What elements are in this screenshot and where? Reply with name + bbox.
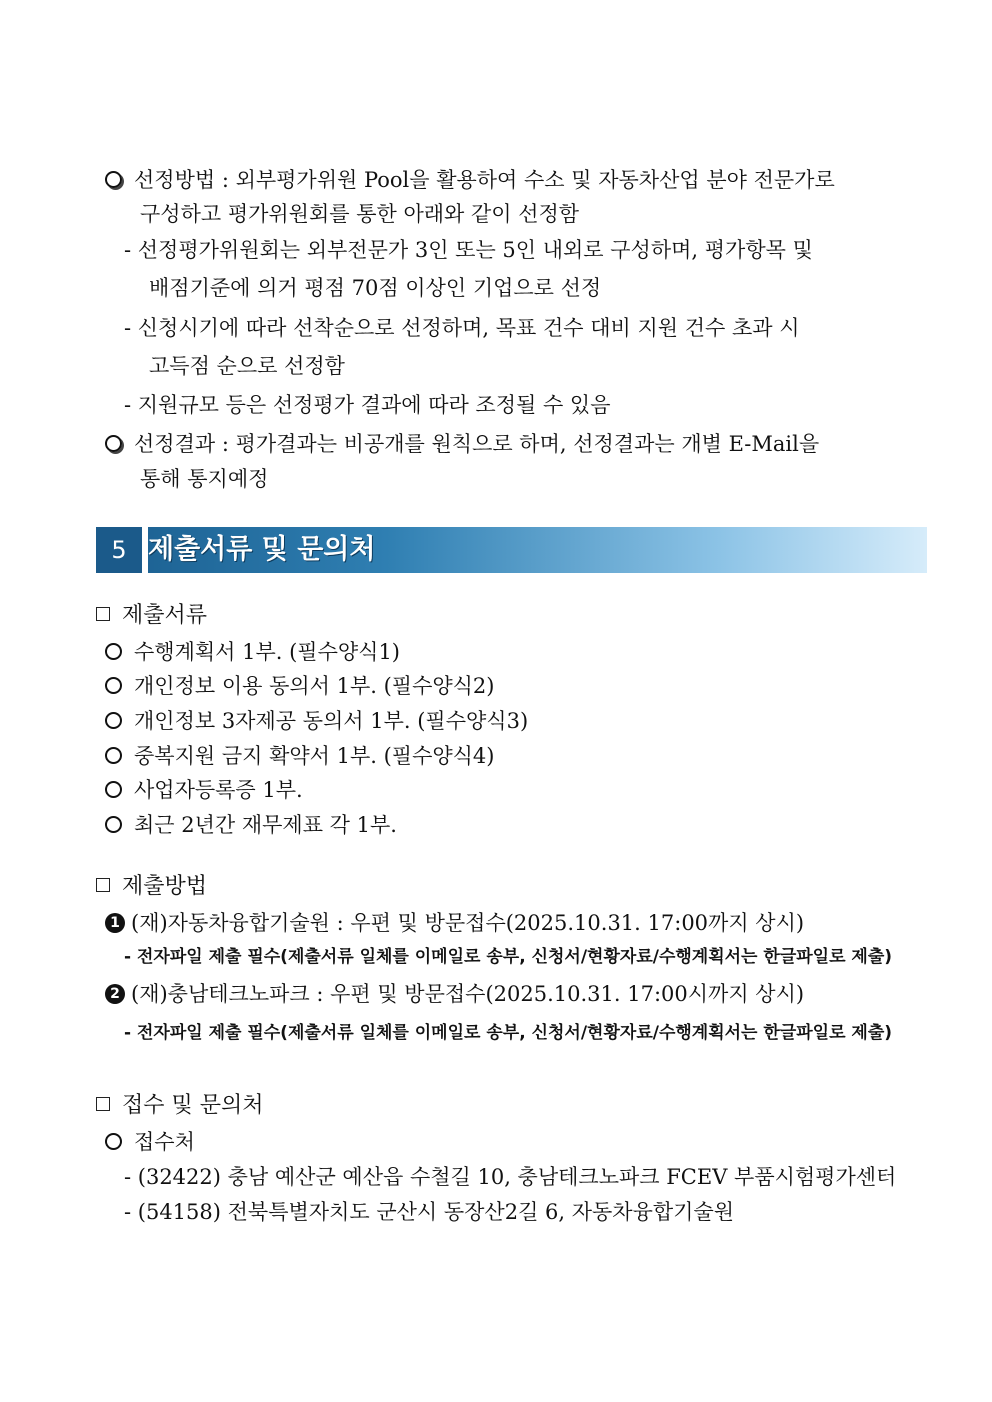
document-item: 사업자등록증 1부. (105, 775, 303, 805)
number-1-icon: 1 (105, 913, 125, 933)
section-title: 제출서류 및 문의처 (148, 534, 376, 565)
document-item: 최근 2년간 재무제표 각 1부. (105, 810, 397, 840)
documents-heading: 제출서류 (96, 601, 207, 631)
selection-sub1-line2: 배점기준에 의거 평점 70점 이상인 기업으로 선정 (149, 276, 602, 300)
square-bullet-icon (96, 878, 110, 892)
contact-heading: 접수 및 문의처 (96, 1091, 264, 1121)
square-bullet-icon (96, 1097, 110, 1111)
submission-heading: 제출방법 (96, 872, 207, 902)
selection-sub2-line1: - 신청시기에 따라 선착순으로 선정하며, 목표 건수 대비 지원 건수 초과 시 (124, 316, 800, 340)
document-item: 개인정보 3자제공 동의서 1부. (필수양식3) (105, 706, 528, 736)
selection-result-line2: 통해 통지예정 (140, 467, 269, 491)
number-2-icon: 2 (105, 984, 125, 1004)
document-item: 수행계획서 1부. (필수양식1) (105, 637, 400, 667)
selection-method-line2: 구성하고 평가위원회를 통한 아래와 같이 선정함 (140, 202, 580, 226)
selection-method-line1: 선정방법 : 외부평가위원 Pool을 활용하여 수소 및 자동차산업 분야 전문가로 (105, 165, 835, 195)
submission-note-1: - 전자파일 제출 필수(제출서류 일체를 이메일로 송부, 신청서/현황자료/수행계획서는 한글파일로 제출) (124, 947, 893, 967)
document-item: 중복지원 금지 확약서 1부. (필수양식4) (105, 741, 495, 771)
contact-address-2: - (54158) 전북특별자치도 군산시 동장산2길 6, 자동차융합기술원 (124, 1200, 735, 1224)
submission-item-2: 2 (재)충남테크노파크 : 우편 및 방문접수(2025.10.31. 17:00시까지 상시) (105, 979, 804, 1009)
section-number: 5 (96, 527, 142, 573)
circle-bullet-icon (105, 747, 122, 764)
circle-bullet-icon (105, 643, 122, 660)
circle-bullet-icon (105, 781, 122, 798)
circle-bullet-icon (105, 171, 122, 188)
selection-result-line1: 선정결과 : 평가결과는 비공개를 원칙으로 하며, 선정결과는 개별 E-Mail을 (105, 429, 819, 459)
square-bullet-icon (96, 607, 110, 621)
selection-sub3-line1: - 지원규모 등은 선정평가 결과에 따라 조정될 수 있음 (124, 393, 611, 417)
selection-sub2-line2: 고득점 순으로 선정함 (149, 354, 345, 378)
circle-bullet-icon (105, 816, 122, 833)
document-item: 개인정보 이용 동의서 1부. (필수양식2) (105, 671, 495, 701)
contact-subheading: 접수처 (105, 1127, 195, 1157)
selection-sub1-line1: - 선정평가위원회는 외부전문가 3인 또는 5인 내외로 구성하며, 평가항목 및 (124, 238, 813, 262)
circle-bullet-icon (105, 712, 122, 729)
contact-address-1: - (32422) 충남 예산군 예산읍 수철길 10, 충남테크노파크 FCEV 부품시험평가센터 (124, 1165, 897, 1189)
submission-item-1: 1 (재)자동차융합기술원 : 우편 및 방문접수(2025.10.31. 17:00까지 상시) (105, 908, 804, 938)
submission-note-2: - 전자파일 제출 필수(제출서류 일체를 이메일로 송부, 신청서/현황자료/수행계획서는 한글파일로 제출) (124, 1023, 893, 1043)
section-header (96, 527, 927, 573)
circle-bullet-icon (105, 435, 122, 452)
circle-bullet-icon (105, 677, 122, 694)
circle-bullet-icon (105, 1133, 122, 1150)
